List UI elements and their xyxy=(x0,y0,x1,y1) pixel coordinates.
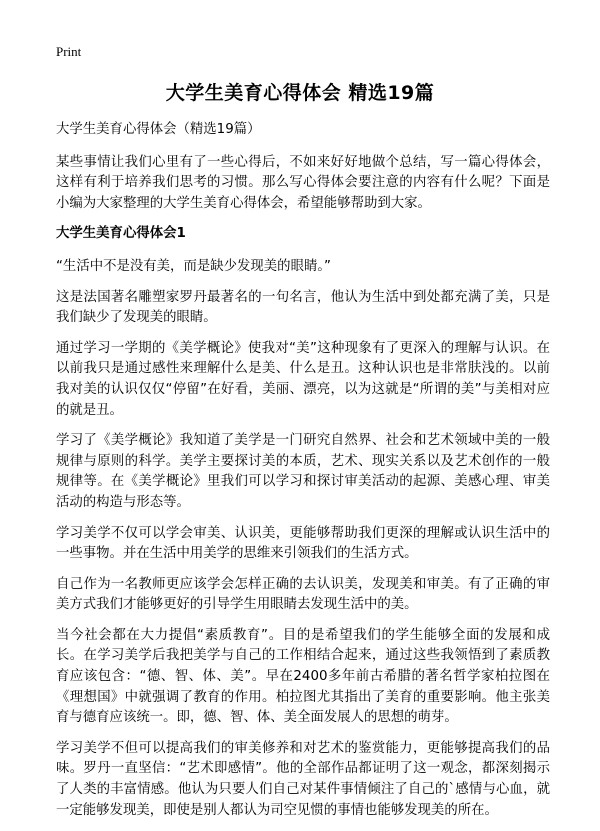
body-paragraph: 自己作为一名教师更应该学会怎样正确的去认识美，发现美和审美。有了正确的审美方式我们才能够更好的引导学生用眼睛去发现生活中的美。 xyxy=(56,576,550,613)
intro-paragraph: 某些事情让我们心里有了一些心得后，不如来好好地做个总结，写一篇心得体会，这样有利于培养我们思考的习惯。那么写心得体会要注意的内容有什么呢？下面是小编为大家整理的大学生美育心得体会，希望能够帮助到大家。 xyxy=(56,154,550,211)
body-paragraph: 学习了《美学概论》我知道了美学是一门研究自然界、社会和艺术领域中美的一般规律与原则的科学。美学主要探讨美的本质，艺术、现实关系以及艺术创作的一般规律等。在《美学概论》里我们可以学习和探讨审美活动的起源、美感心理、审美活动的构造与形态等。 xyxy=(56,433,550,510)
document-title: 大学生美育心得体会 精选19篇 xyxy=(165,82,435,104)
section-heading: 大学生美育心得体会1 xyxy=(56,226,186,242)
body-paragraph: 这是法国著名雕塑家罗丹最著名的一句名言，他认为生活中到处都充满了美，只是我们缺少了发现美的眼睛。 xyxy=(56,289,550,326)
body-paragraph: 学习美学不仅可以学会审美、认识美，更能够帮助我们更深的理解或认识生活中的一些事物。并在生活中用美学的思维来引领我们的生活方式。 xyxy=(56,525,550,562)
body-paragraph: “生活中不是没有美，而是缺少发现美的眼睛。” xyxy=(56,258,331,274)
print-label[interactable]: Print xyxy=(56,44,82,59)
document-body xyxy=(56,120,550,831)
body-paragraph: 通过学习一学期的《美学概论》使我对“美”这种现象有了更深入的理解与认识。在以前我只是通过感性来理解什么是美、什么是丑。这种认识也是非常肤浅的。以前我对美的认识仅仅“停留”在好看，美丽、漂亮，以为这就是“所谓的美”与美相对应的就是丑。 xyxy=(56,340,550,418)
document-subtitle: 大学生美育心得体会（精选19篇） xyxy=(56,122,261,137)
body-paragraph: 学习美学不但可以提高我们的审美修养和对艺术的鉴赏能力，更能够提高我们的品味。罗丹一直坚信：“艺术即感情”。他的全部作品都证明了这一观念，都深刻揭示了人类的丰富情感。他认为只要人们自己对某件事情倾注了自己的`感情与心血，就一定能够发现美，即使是别人都认为司空见惯的事情也能够发现美的所在。 xyxy=(56,740,550,818)
body-paragraph: 当今社会都在大力提倡“素质教育”。目的是希望我们的学生能够全面的发展和成长。在学习美学后我把美学与自己的工作相结合起来，通过这些我领悟到了素质教育应该包含：“德、智、体、美”。早在2400多年前古希腊的著名哲学家柏拉图在《理想国》中就强调了教育的作用。柏拉图尤其指出了美育的重要影响。他主张美育与德育应该统一。即，德、智、体、美全面发展人的思想的萌芽。 xyxy=(56,627,550,726)
